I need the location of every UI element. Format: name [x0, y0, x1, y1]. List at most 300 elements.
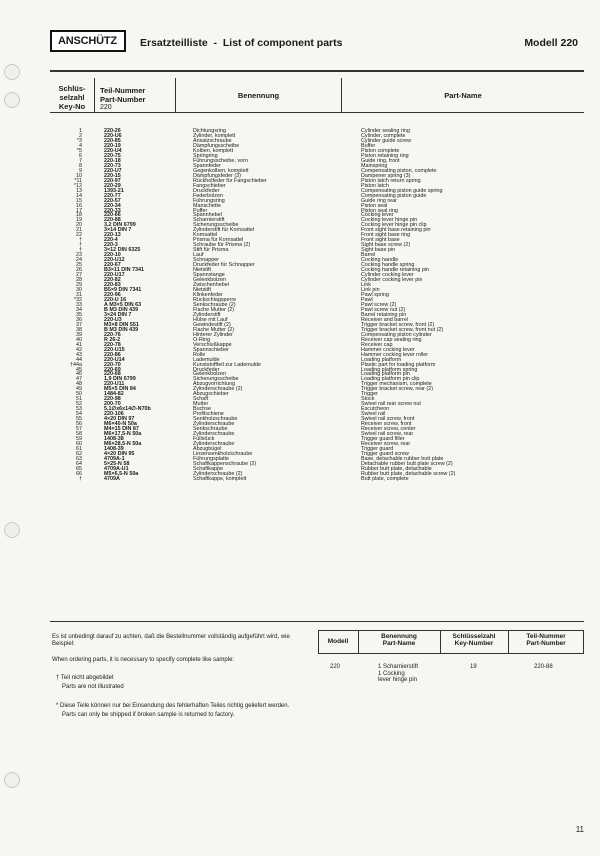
row-key: 41: [76, 341, 82, 348]
row-part-name: Mainspring: [361, 162, 388, 169]
row-part-number: 4709A-U1: [104, 465, 129, 472]
row-benennung: Zylinderschraube: [193, 431, 235, 438]
row-benennung: Druckfeder: [193, 366, 220, 373]
example-model: 220: [330, 664, 341, 670]
row-benennung: Zylinderschraube (2): [193, 470, 243, 477]
example-header-key-de: Schlüsselzahl: [452, 633, 496, 640]
row-part-name: Compensating piston cylinder: [361, 331, 432, 338]
row-benennung: Puffer: [193, 207, 208, 214]
header-benennung-text: Benennung: [237, 91, 280, 100]
row-part-name: Receiver screw, front: [361, 421, 412, 428]
order-note-en: When ordering parts, it is necessary to specify complete like sample:: [52, 657, 235, 663]
row-benennung: Zylinderschraube (2): [193, 386, 243, 393]
row-part-number: 220-18: [104, 157, 121, 164]
row-part-name: Loading platform pin: [361, 371, 410, 378]
row-key: 25: [76, 262, 82, 269]
row-benennung: Springring: [193, 152, 218, 159]
row-part-name: Plastic part for loading platform: [361, 361, 436, 368]
row-part-number: B5×9 DIN 7341: [104, 287, 142, 293]
row-benennung: Verschlußkappe: [193, 341, 232, 348]
row-part-name: Receiver cap: [361, 341, 393, 348]
row-part-name: Butt plate, complete: [361, 475, 409, 482]
row-part-name: Guide ring, front: [361, 157, 400, 164]
example-part: 220-88: [534, 664, 553, 670]
row-benennung: Gegenkolben, komplett: [193, 167, 249, 174]
row-part-number: M5×5 DIN 84: [104, 386, 136, 393]
row-key: 2: [79, 132, 82, 139]
row-key: 21: [76, 227, 82, 234]
row-part-number: 220-3: [104, 242, 118, 249]
row-part-number: 220-26: [104, 128, 121, 134]
row-key: 22: [76, 232, 82, 239]
column-divider: [94, 78, 95, 112]
header-part: [100, 86, 170, 111]
table-top-rule: [50, 70, 584, 72]
row-benennung: Fangschieber: [193, 182, 226, 189]
row-part-name: Escutcheon: [361, 406, 390, 413]
row-part-name: Front sight base: [361, 237, 400, 244]
row-key: 43: [76, 351, 82, 358]
row-key: 15: [76, 197, 82, 204]
row-part-number: 220-86: [104, 351, 121, 358]
row-part-name: Cocking handle retaining pin: [361, 267, 430, 274]
row-part-name: Swivel rail screw, rear: [361, 431, 414, 438]
row-key: 9: [79, 167, 82, 174]
row-part-number: 220-10: [104, 252, 121, 259]
row-benennung: Kunststoffteil zur Lademulde: [193, 361, 261, 368]
row-part-name: Barrel: [361, 252, 376, 259]
row-part-number: 4×20 DIN 97: [104, 416, 135, 423]
row-part-number: 4×20 DIN 95: [104, 450, 135, 457]
row-key: †: [79, 247, 82, 254]
row-part-number: 220-U11: [104, 381, 125, 388]
row-part-name: Pawl screw nut (2): [361, 306, 406, 313]
row-key: 59: [76, 436, 82, 443]
row-benennung: Abzugbügel: [193, 446, 222, 452]
row-key: 40: [76, 336, 82, 343]
header-part-en: Part-Number: [100, 95, 146, 104]
row-part-name: Swivel rail screw, front: [361, 416, 415, 423]
row-key: 54: [76, 411, 82, 418]
row-benennung: Kornsattel: [193, 232, 218, 239]
row-part-number: 220-96: [104, 291, 121, 298]
row-benennung: Senkschraube (2): [193, 301, 236, 308]
row-benennung: Hinterer Zylinder: [193, 331, 233, 338]
row-benennung: Abzugvorrichtung: [193, 381, 235, 388]
brand-logo: [50, 30, 126, 52]
row-part-name: Swivel rail: [361, 411, 386, 418]
row-benennung: Führungsring: [193, 197, 225, 204]
header-partname-text: Part-Name: [444, 91, 482, 100]
example-header-part-en: Part-Number: [526, 640, 566, 647]
binder-hole: [4, 772, 20, 788]
row-part-name: Trigger: [361, 391, 378, 398]
star-note-de: * Diese Teile können nur bei Einsendung des fehlerhaften Teiles richtig geliefert werden.: [56, 703, 290, 709]
row-part-name: Loading platform: [361, 356, 402, 363]
row-part-number: 220-73: [104, 162, 121, 169]
footer-rule: [50, 621, 584, 622]
row-part-name: Trigger guard: [361, 446, 394, 452]
row-part-number: 220-106: [104, 411, 124, 418]
row-benennung: Nietstift: [193, 287, 211, 293]
row-part-name: Cocking lever hinge pin: [361, 217, 418, 224]
row-key: 48: [76, 381, 82, 388]
row-benennung: Prisma für Kornsattel: [193, 237, 244, 244]
row-key: 64: [76, 460, 82, 467]
row-key: 18: [76, 212, 82, 219]
row-part-name: Rubber butt plate, detachable: [361, 465, 432, 472]
row-key: 16: [76, 202, 82, 209]
row-benennung: Rolle: [193, 351, 206, 358]
row-part-number: 220-U17: [104, 272, 125, 279]
row-benennung: Buchse: [193, 406, 211, 413]
row-part-number: 1393-21: [104, 187, 124, 194]
row-benennung: Federbolzen: [193, 192, 223, 199]
row-part-name: Base, detachable rubber butt plate: [361, 455, 444, 462]
example-header-name: [358, 633, 440, 647]
row-key: †: [79, 242, 82, 249]
row-part-number: 1484-82: [104, 391, 124, 398]
row-part-number: 3,2 DIN 6799: [104, 222, 136, 229]
row-part-name: Guide ring rear: [361, 197, 397, 204]
row-key: 57: [76, 426, 82, 433]
model-label: Modell 220: [524, 37, 578, 49]
row-part-number: 220-13: [104, 232, 121, 239]
row-part-name: Trigger bracket screw, front nut (2): [361, 326, 444, 333]
row-benennung: Gelenkbolzen: [193, 371, 226, 378]
row-key: 24: [76, 257, 82, 264]
row-key: 50: [76, 391, 82, 398]
example-name-line: lever hinge pin: [378, 677, 418, 683]
row-benennung: Schraube für Prisma (2): [193, 242, 251, 249]
row-key: 23: [76, 252, 82, 259]
row-key: 29: [76, 282, 82, 289]
row-part-number: 4709A: [104, 475, 120, 482]
row-benennung: Spannschieber: [193, 346, 229, 353]
row-benennung: Senkschraube: [193, 426, 228, 433]
row-part-number: 220-83: [104, 282, 121, 289]
row-part-name: Cocking lever hinge pin clip: [361, 222, 427, 229]
row-part-name: Compensating piston guide spring: [361, 187, 443, 194]
row-key: *11: [74, 177, 82, 184]
example-header-part-de: Teil-Nummer: [526, 633, 566, 640]
title-separator: -: [213, 37, 218, 49]
dagger-note-en: Parts are not illustrated: [62, 684, 124, 690]
row-key: 55: [76, 416, 82, 423]
row-key: 36: [76, 316, 82, 323]
row-part-name: Receiver screw, rear: [361, 441, 411, 448]
row-part-number: 220-U 16: [104, 296, 127, 303]
row-key: 6: [79, 152, 82, 159]
row-part-name: Hammer cocking lever: [361, 346, 415, 353]
example-header-partname: Part-Name: [382, 640, 416, 647]
row-part-name: Buffer: [361, 142, 376, 149]
row-benennung: Flache Mutter (2): [193, 326, 235, 333]
row-part-name: Cocking handle spring: [361, 262, 415, 269]
row-benennung: Lademulde: [193, 356, 220, 363]
row-part-number: 200-70: [104, 401, 121, 408]
row-part-number: 220-77: [104, 192, 121, 199]
row-benennung: Zylinder, komplett: [193, 132, 236, 139]
header-partname: [342, 91, 584, 100]
example-header-part: [508, 633, 584, 647]
row-part-name: Detachable rubber butt plate screw (2): [361, 460, 453, 467]
parts-table-body: [0, 129, 600, 482]
row-benennung: O-Ring: [193, 336, 211, 343]
row-part-name: Front sight base ring: [361, 232, 411, 239]
row-key: 62: [76, 450, 82, 457]
row-part-number: 220-78: [104, 341, 121, 348]
row-benennung: Schaftkappenschraube (2): [193, 460, 257, 467]
row-benennung: Linsensenkholzschraube: [193, 450, 253, 457]
row-key: 34: [76, 306, 82, 313]
row-key: 30: [76, 287, 82, 293]
row-key: †: [79, 475, 82, 482]
row-part-number: 3×12 DIN 6325: [104, 247, 141, 254]
row-benennung: Profilschiene: [193, 411, 224, 418]
row-part-number: 220-U3: [104, 316, 122, 323]
row-key: 49: [76, 386, 82, 393]
row-key: 58: [76, 431, 82, 438]
row-benennung: Schaftkappe, komplett: [193, 475, 247, 482]
row-benennung: Senkholzschraube: [193, 416, 238, 423]
row-part-name: Sight base screw (2): [361, 242, 411, 249]
row-part-number: 220-57: [104, 197, 121, 204]
row-key: 44: [76, 356, 82, 363]
row-key: 45: [76, 366, 82, 373]
example-name-line: 1 Cocking: [378, 670, 405, 677]
example-header-key: [440, 633, 508, 647]
row-part-name: Trigger bracket screw, rear (2): [361, 386, 433, 393]
row-benennung: Abzugschieber: [193, 391, 229, 398]
row-key: 1: [79, 128, 82, 134]
row-part-number: 220-85: [104, 137, 121, 144]
row-key: 66: [76, 470, 82, 477]
example-header-model-text: Modell: [327, 638, 349, 645]
row-benennung: Scharnierstift: [193, 217, 225, 224]
row-part-name: Piston latch: [361, 182, 389, 189]
row-part-number: 220-76: [104, 331, 121, 338]
row-key: 39: [76, 331, 82, 338]
row-key: 63: [76, 455, 82, 462]
row-part-name: Trigger guard screw: [361, 450, 409, 457]
row-part-name: Cylinder cocking lever: [361, 272, 414, 279]
row-benennung: Flache Mutter (2): [193, 306, 235, 313]
row-part-name: Piston retaining ring: [361, 152, 409, 159]
example-name-line: 1 Scharnierstift: [378, 664, 419, 670]
header-key: [50, 84, 94, 111]
row-part-number: 220-U15: [104, 346, 125, 353]
row-part-number: 220-15: [104, 172, 121, 179]
page-title: [140, 37, 342, 49]
row-key: 38: [76, 326, 82, 333]
row-benennung: Rückschlagsperre: [193, 296, 237, 303]
table-header-rule: [50, 112, 584, 113]
row-part-name: Link: [361, 282, 371, 289]
row-part-name: Cylinder cocking lever pin: [361, 277, 423, 284]
row-benennung: Sicherungsscheibe: [193, 376, 239, 383]
row-part-number: 220-U4: [104, 147, 122, 154]
row-part-number: 220-97: [104, 177, 121, 184]
row-part-name: Piston latch return spring: [361, 177, 421, 184]
row-key: 28: [76, 277, 82, 284]
row-key: 33: [76, 301, 82, 308]
row-part-name: Stock: [361, 396, 375, 403]
row-key: 20: [76, 222, 82, 229]
row-part-name: Hammer cocking lever roller: [361, 351, 429, 358]
row-part-name: Cocking handle: [361, 257, 399, 264]
row-part-number: 1408-39: [104, 446, 124, 452]
row-part-name: Receiver screw, center: [361, 426, 416, 433]
row-part-number: 220-82: [104, 277, 121, 284]
row-part-name: Pawl screw (2): [361, 301, 397, 308]
row-part-name: Compensating piston guide: [361, 192, 427, 199]
row-key: 65: [76, 465, 82, 472]
example-key: 19: [470, 664, 477, 670]
row-benennung: Zylinderstift für Kornsattel: [193, 227, 255, 234]
example-header-benennung: Benennung: [381, 633, 417, 640]
row-benennung: Hülse mit Lauf: [193, 316, 228, 323]
row-part-name: Link pin: [361, 287, 380, 293]
row-part-name: Piston seal ring: [361, 207, 398, 214]
row-part-number: 5×25-N 58: [104, 460, 130, 467]
row-benennung: Führungsplatte: [193, 455, 229, 462]
row-part-number: 220-69: [104, 366, 121, 373]
row-part-number: 220-U12: [104, 257, 125, 264]
row-part-name: Receiver cap sealing ring: [361, 336, 422, 343]
title-english: List of component parts: [222, 37, 343, 49]
row-part-name: Cylinder sealing ring: [361, 128, 410, 134]
header-key-en: Key-No: [58, 102, 86, 111]
row-benennung: Nietstift: [193, 267, 211, 274]
row-part-number: M4×15 DIN 87: [104, 426, 139, 433]
row-key: *12: [73, 182, 82, 189]
row-benennung: Spannfeder: [193, 162, 221, 169]
example-name: [378, 664, 418, 684]
row-key: 7: [79, 157, 82, 164]
row-part-number: 220-68: [104, 371, 121, 378]
row-part-number: M6×17,5-N 50a: [104, 431, 142, 438]
row-part-name: Dampener spring (3): [361, 172, 411, 179]
example-header-model: [318, 638, 358, 645]
row-key: 14: [76, 192, 82, 199]
row-key: 51: [76, 396, 82, 403]
row-part-number: 220-66: [104, 212, 121, 219]
row-benennung: Lauf: [193, 252, 204, 259]
row-part-number: 220-75: [104, 152, 121, 159]
row-key: 56: [76, 421, 82, 428]
row-part-name: Trigger guard filler: [361, 436, 405, 443]
row-benennung: Spannhebel: [193, 212, 222, 219]
row-benennung: Sicherungsscheibe: [193, 222, 239, 229]
row-part-number: M3×8 DIN 551: [104, 321, 139, 328]
row-benennung: Dichtungsring: [193, 128, 226, 134]
row-key: 46: [76, 371, 82, 378]
row-part-number: 220-U6: [104, 132, 122, 139]
row-benennung: Rückholfeder für Fangschieber: [193, 177, 267, 184]
binder-hole: [4, 64, 20, 80]
row-key: 35: [76, 311, 82, 318]
row-benennung: Schnapper: [193, 257, 220, 264]
row-benennung: Schaftkappe: [193, 465, 223, 472]
row-part-number: M6×40-N 50a: [104, 421, 137, 428]
row-benennung: Manschette: [193, 202, 221, 209]
row-key: †44a: [70, 361, 82, 368]
row-part-number: 220-29: [104, 182, 121, 189]
row-key: 60: [76, 441, 82, 448]
row-part-number: B M3 DIN 439: [104, 306, 139, 313]
row-benennung: Klinkenfeder: [193, 291, 223, 298]
header-part-model: 220: [100, 104, 112, 111]
row-part-number: 1408-38: [104, 436, 124, 443]
row-benennung: Ansatzschraube: [193, 137, 232, 144]
row-part-name: Piston complete: [361, 147, 400, 154]
row-part-number: M6×28,5-N 50a: [104, 441, 142, 448]
row-key: 27: [76, 272, 82, 279]
row-part-name: Cocking lever: [361, 212, 394, 219]
row-benennung: Schaft: [193, 396, 209, 403]
row-benennung: Spannstange: [193, 272, 225, 279]
header-key-de: Schlüs-selzahl: [58, 84, 86, 102]
row-part-name: Rubber butt plate, detachable screw (2): [361, 470, 456, 477]
row-benennung: Führungsscheibe, vorn: [193, 157, 248, 164]
table-row: [0, 477, 600, 482]
row-key: 26: [76, 267, 82, 274]
row-part-number: B3×11 DIN 7341: [104, 267, 145, 274]
row-benennung: Kolben, komplett: [193, 147, 234, 154]
row-part-name: Cylinder guide screw: [361, 137, 412, 144]
dagger-note-de: † Teil nicht abgebildet: [56, 675, 114, 681]
row-part-number: 220-67: [104, 262, 121, 269]
row-key: 37: [76, 321, 82, 328]
header-benennung: [176, 91, 341, 100]
row-key: 17: [76, 207, 82, 214]
row-part-number: 220-19: [104, 142, 121, 149]
row-part-number: 220-34: [104, 202, 121, 209]
row-key: 19: [76, 217, 82, 224]
page-number: 11: [575, 825, 584, 834]
row-key: *3: [76, 137, 82, 144]
row-part-number: B M3 DIN 439: [104, 326, 139, 333]
row-part-number: 220-33: [104, 207, 121, 214]
row-part-name: Compensating piston, complete: [361, 167, 437, 174]
binder-hole: [4, 522, 20, 538]
row-key: *5: [76, 147, 82, 154]
row-key: 4: [79, 142, 82, 149]
row-benennung: Gewindestift (2): [193, 321, 231, 328]
row-part-name: Loading platform pin clip: [361, 376, 420, 383]
row-benennung: Zwischenhebel: [193, 282, 229, 289]
row-part-number: 1,9 DIN 6799: [104, 376, 136, 383]
row-part-number: 3×14 DIN 7: [104, 227, 132, 234]
row-benennung: Dämpfungsscheibe: [193, 142, 240, 149]
row-part-number: 220-98: [104, 396, 121, 403]
row-key: 10: [76, 172, 82, 179]
row-part-name: Pawl spring: [361, 291, 389, 298]
row-benennung: Zylinderstift: [193, 311, 221, 318]
row-part-number: 220-4: [104, 237, 118, 244]
row-part-number: 220-70: [104, 361, 121, 368]
row-part-number: 3×24 DIN 7: [104, 311, 132, 318]
example-header-key-en: Key-Number: [454, 640, 494, 647]
row-part-name: Sight base pin: [361, 247, 396, 254]
row-key: 31: [76, 291, 82, 298]
row-benennung: Zylinderschraube: [193, 421, 235, 428]
row-part-name: Piston seal: [361, 202, 388, 209]
row-benennung: Zylinderschraube: [193, 441, 235, 448]
star-note-en: Parts can only be shipped if broken sample is returned to factory.: [62, 712, 235, 718]
row-part-name: Front sight base retaining pin: [361, 227, 431, 234]
